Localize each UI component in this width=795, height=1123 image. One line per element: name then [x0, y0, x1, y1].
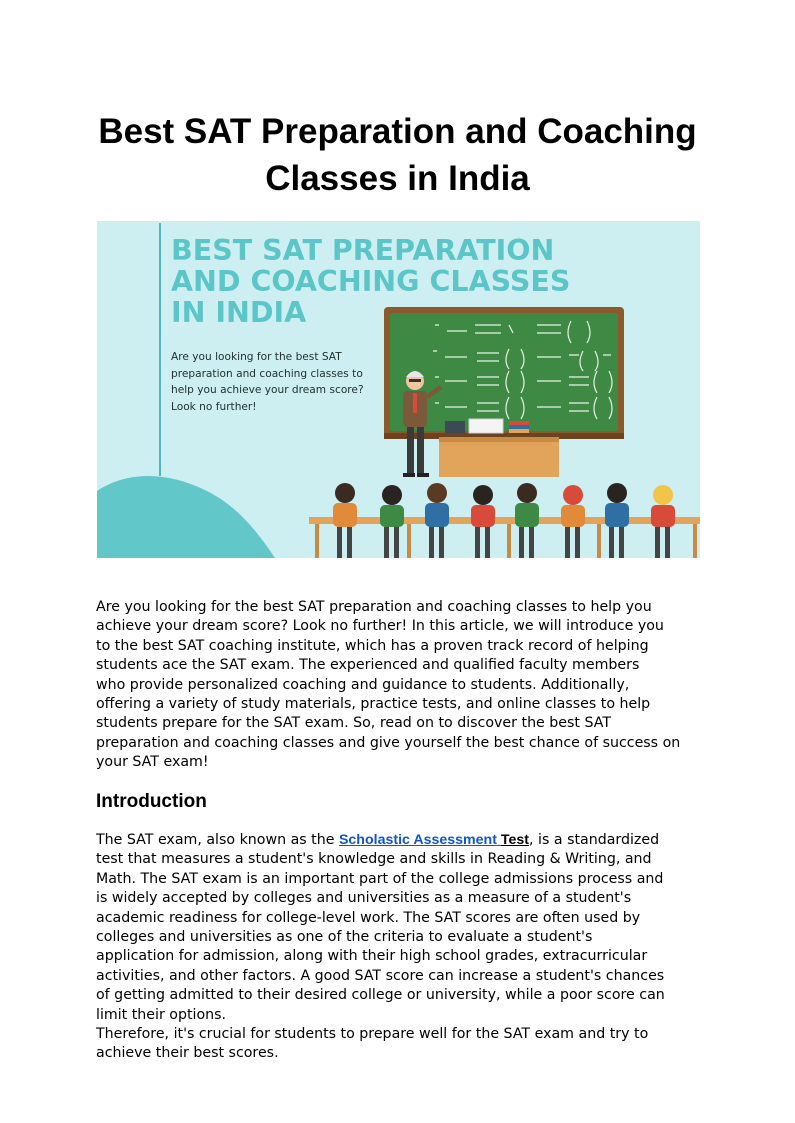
banner-body-line: help you achieve your dream score?	[171, 384, 364, 396]
paragraph-line: your SAT exam!	[96, 754, 209, 771]
paragraph-line: application for admission, along with their high school grades, extracurricular	[96, 948, 648, 965]
banner-body-line: preparation and coaching classes to	[171, 367, 363, 380]
paragraph-line: academic readiness for college-level work. The SAT scores are often used by	[96, 909, 641, 926]
text-run: , is a standardized	[529, 832, 660, 848]
paragraph-line: to the best SAT coaching institute, which has a proven track record of helping	[96, 637, 649, 654]
banner-headline-line: AND COACHING CLASSES	[171, 265, 571, 298]
text-run: The SAT exam, also known as the	[96, 832, 339, 848]
banner-body-text	[171, 349, 381, 415]
paragraph-line: limit their options.	[96, 1006, 227, 1023]
intro-paragraph	[96, 598, 706, 773]
paragraph-line: students ace the SAT exam. The experienced and qualified faculty members	[96, 657, 640, 674]
scholastic-assessment-test-link[interactable]	[339, 832, 501, 848]
banner-headline-line: IN INDIA	[171, 296, 307, 329]
teacher-desk	[439, 437, 559, 477]
decorative-wave	[97, 476, 275, 558]
student-desk-row	[309, 517, 700, 524]
paragraph-line: Are you looking for the best SAT preparation and coaching classes to help you	[96, 599, 652, 615]
introduction-paragraph	[96, 831, 706, 1064]
link-text[interactable]: Scholastic Assessment	[338, 832, 501, 848]
section-heading-introduction: Introduction	[96, 791, 207, 812]
banner-image	[97, 221, 700, 558]
link-tail-text[interactable]: Test	[500, 832, 529, 848]
paragraph-line: students prepare for the SAT exam. So, read on to discover the best SAT	[96, 715, 612, 732]
paragraph-line: test that measures a student's knowledge and skills in Reading & Writing, and	[96, 851, 652, 868]
banner-body-line: Look no further!	[171, 400, 257, 413]
paragraph-line: achieve your dream score? Look no further! In this article, we will introduce you	[96, 618, 664, 635]
paragraph-line: offering a variety of study materials, practice tests, and online classes to help	[96, 696, 651, 713]
banner-headline-line: BEST SAT PREPARATION	[171, 234, 555, 267]
paragraph-line	[96, 831, 706, 850]
banner-body-line: Are you looking for the best SAT	[171, 351, 342, 363]
paragraph-line: who provide personalized coaching and guidance to students. Additionally,	[96, 676, 630, 693]
paragraph-line: of getting admitted to their desired college or university, while a poor score can	[96, 987, 665, 1004]
paragraph-line: Therefore, it's crucial for students to prepare well for the SAT exam and try to	[96, 1026, 649, 1043]
paragraph-line: is widely accepted by colleges and universities as a measure of a student's	[96, 890, 632, 907]
paragraph-line: colleges and universities as one of the criteria to evaluate a student's	[96, 929, 593, 946]
banner-headline	[171, 235, 591, 328]
paragraph-line: preparation and coaching classes and give yourself the best chance of success on	[96, 734, 681, 751]
paragraph-line: Math. The SAT exam is an important part of the college admissions process and	[96, 870, 664, 887]
paragraph-line: activities, and other factors. A good SAT score can increase a student's chances	[96, 967, 665, 984]
paragraph-line: achieve their best scores.	[96, 1045, 279, 1062]
page-title: Best SAT Preparation and Coaching Classes in India	[98, 112, 697, 198]
